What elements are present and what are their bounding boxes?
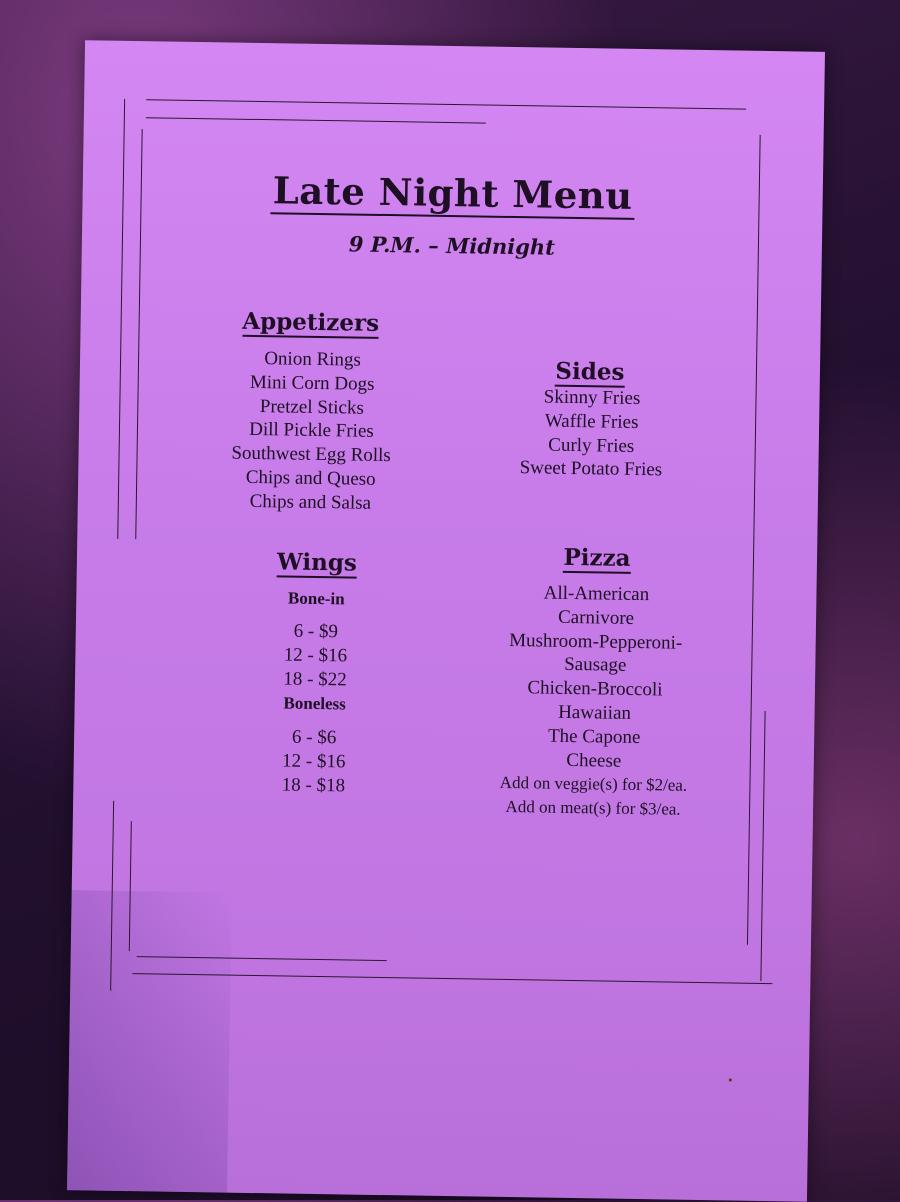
list-item: Hawaiian: [558, 701, 632, 724]
wings-heading: Wings: [276, 548, 358, 577]
paper-speck: [729, 1078, 732, 1081]
list-item: Southwest Egg Rolls: [231, 442, 391, 467]
list-item: Cheese: [566, 749, 622, 772]
pizza-addon-meat: Add on meat(s) for $3/ea.: [505, 797, 681, 819]
list-item: Chicken-Broccoli: [527, 677, 663, 701]
list-item: Sausage: [564, 654, 627, 677]
list-item: All-American: [543, 582, 650, 606]
list-item: 12 - $16: [281, 750, 346, 773]
list-item: 6 - $9: [293, 620, 339, 643]
top-rule-long: [146, 99, 746, 109]
list-item: Skinny Fries: [543, 386, 641, 410]
list-item: Pretzel Sticks: [259, 395, 364, 419]
sides-list: [478, 385, 704, 484]
pizza-addon-veggie: Add on veggie(s) for $2/ea.: [499, 773, 688, 796]
top-rule-short: [146, 117, 486, 123]
boneless-label: Boneless: [283, 693, 347, 714]
list-item: 6 - $6: [291, 726, 337, 749]
list-item: 18 - $22: [283, 668, 347, 691]
list-item: Mini Corn Dogs: [249, 371, 375, 395]
list-item: Curly Fries: [548, 434, 635, 457]
list-item: Waffle Fries: [544, 410, 639, 433]
pizza-heading: Pizza: [563, 543, 631, 572]
menu-sheet: [67, 40, 825, 1201]
list-item: Onion Rings: [264, 348, 362, 371]
bone-in-label: Bone-in: [287, 588, 345, 609]
list-item: 18 - $18: [281, 774, 346, 797]
boneless-prices: [203, 724, 424, 799]
list-item: 12 - $16: [283, 644, 348, 667]
list-item: Dill Pickle Fries: [249, 419, 374, 443]
list-item: Mushroom-Pepperoni-: [508, 629, 683, 654]
list-item: Carnivore: [557, 606, 635, 629]
list-item: The Capone: [547, 725, 641, 748]
list-item: Sweet Potato Fries: [519, 457, 663, 481]
list-item: Chips and Queso: [245, 466, 376, 490]
bone-in-prices: [205, 618, 426, 693]
right-rule-lower: [760, 711, 765, 981]
sides-heading: Sides: [555, 357, 625, 386]
paper-shadow: [67, 890, 232, 1192]
menu-hours: 9 P.M. – Midnight: [348, 231, 556, 260]
menu-title: Late Night Menu: [82, 165, 823, 221]
appetizers-list: [198, 346, 426, 516]
pizza-list: [468, 580, 722, 822]
list-item: Chips and Salsa: [249, 490, 372, 514]
appetizers-heading: Appetizers: [242, 307, 380, 337]
